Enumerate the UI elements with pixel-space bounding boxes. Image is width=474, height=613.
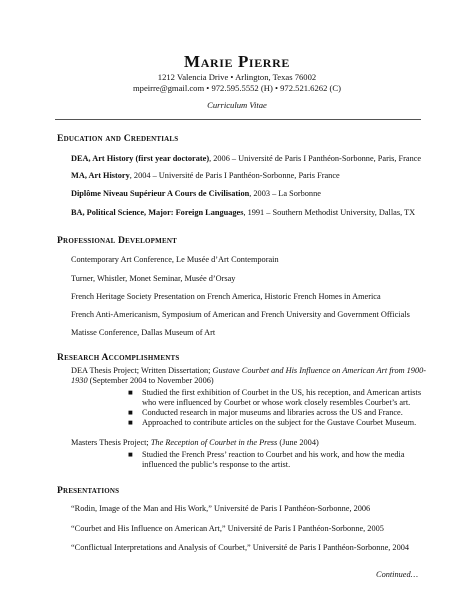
degree: Diplôme Niveau Supérieur A Cours de Civilisation [71, 189, 250, 198]
degree-details: , 2003 – La Sorbonne [249, 189, 321, 198]
document-type: Curriculum Vitae [207, 100, 267, 110]
education-item [71, 154, 421, 164]
degree-details: , 1991 – Southern Methodist University, Dallas, TX [243, 208, 416, 217]
masters-title: The Reception of Courbet in the Press [150, 438, 278, 447]
degree-details: , 2006 – Université de Paris I Panthéon-Sorbonne, Paris, France [209, 154, 422, 163]
bullet-icon: ■ [128, 418, 133, 427]
dea-prefix: DEA Thesis Project; Written Dissertation; [71, 366, 213, 375]
degree: DEA, Art History (first year doctorate) [71, 154, 210, 163]
presentation-item: “Conflictual Interpretations and Analysis of Courbet,” Université de Paris I Panthéon-Sorbonne, 2004 [71, 543, 410, 552]
bullet-text: Studied the French Press’ reaction to Courbet and his work, and how the media influenced the public’s response to the artist. [142, 450, 405, 469]
section-title-professional: Professional Development [57, 235, 177, 246]
contact-line: mpeirre@gmail.com • 972.595.5552 (H) • 972.521.6262 (C) [133, 83, 341, 93]
section-title-research: Research Accomplishments [57, 352, 180, 363]
bullet-icon: ■ [128, 388, 133, 397]
masters-prefix: Masters Thesis Project; [71, 438, 151, 447]
header-divider [55, 119, 421, 120]
masters-bullet-list [128, 450, 428, 470]
presentation-item: “Courbet and His Influence on American Art,” Université de Paris I Panthéon-Sorbonne, 2005 [71, 524, 384, 533]
professional-item: Turner, Whistler, Monet Seminar, Musée d’Orsay [71, 274, 236, 283]
bullet-icon: ■ [128, 408, 133, 417]
education-item [71, 171, 340, 181]
professional-item: Matisse Conference, Dallas Museum of Art [71, 328, 216, 337]
bullet-text: Conducted research in major museums and libraries across the US and France. [142, 408, 403, 417]
degree: MA, Art History [71, 171, 130, 180]
professional-item: Contemporary Art Conference, Le Musée d’Art Contemporain [71, 255, 279, 264]
degree-details: , 2004 – Université de Paris I Panthéon-Sorbonne, Paris France [129, 171, 340, 180]
dea-thesis-entry [71, 366, 426, 386]
masters-suffix: (June 2004) [277, 438, 319, 447]
bullet-text: Studied the first exhibition of Courbet in the US, his reception, and American artists who were influenced by Courbet or whose work closely resembles Courbet’s art. [142, 388, 422, 407]
list-item [128, 408, 428, 418]
list-item [128, 418, 428, 428]
degree: BA, Political Science, Major: Foreign Languages [71, 208, 244, 217]
masters-thesis-entry [71, 438, 319, 448]
candidate-name: Marie Pierre [184, 52, 290, 71]
bullet-text: Approached to contribute articles on the subject for the Gustave Courbet Museum. [142, 418, 417, 427]
dea-suffix: (September 2004 to November 2006) [87, 376, 214, 385]
section-title-education: Education and Credentials [57, 133, 179, 144]
continued-note: Continued… [376, 570, 418, 579]
list-item [128, 388, 428, 408]
dea-bullet-list [128, 388, 428, 428]
list-item [128, 450, 428, 470]
address-line: 1212 Valencia Drive • Arlington, Texas 76002 [157, 72, 317, 82]
presentation-item: “Rodin, Image of the Man and His Work,” Université de Paris I Panthéon-Sorbonne, 2006 [71, 504, 371, 513]
dea-title: Gustave Courbet and His Influence on American Art from 1900-1930 [71, 366, 427, 385]
resume-header [0, 52, 474, 111]
education-item [71, 189, 321, 199]
professional-item: French Anti-Americanism, Symposium of American and French University and Government Officials [71, 310, 410, 319]
professional-item: French Heritage Society Presentation on French America, Historic French Homes in America [71, 292, 381, 301]
education-item [71, 208, 415, 218]
section-title-presentations: Presentations [57, 485, 120, 496]
bullet-icon: ■ [128, 450, 133, 459]
